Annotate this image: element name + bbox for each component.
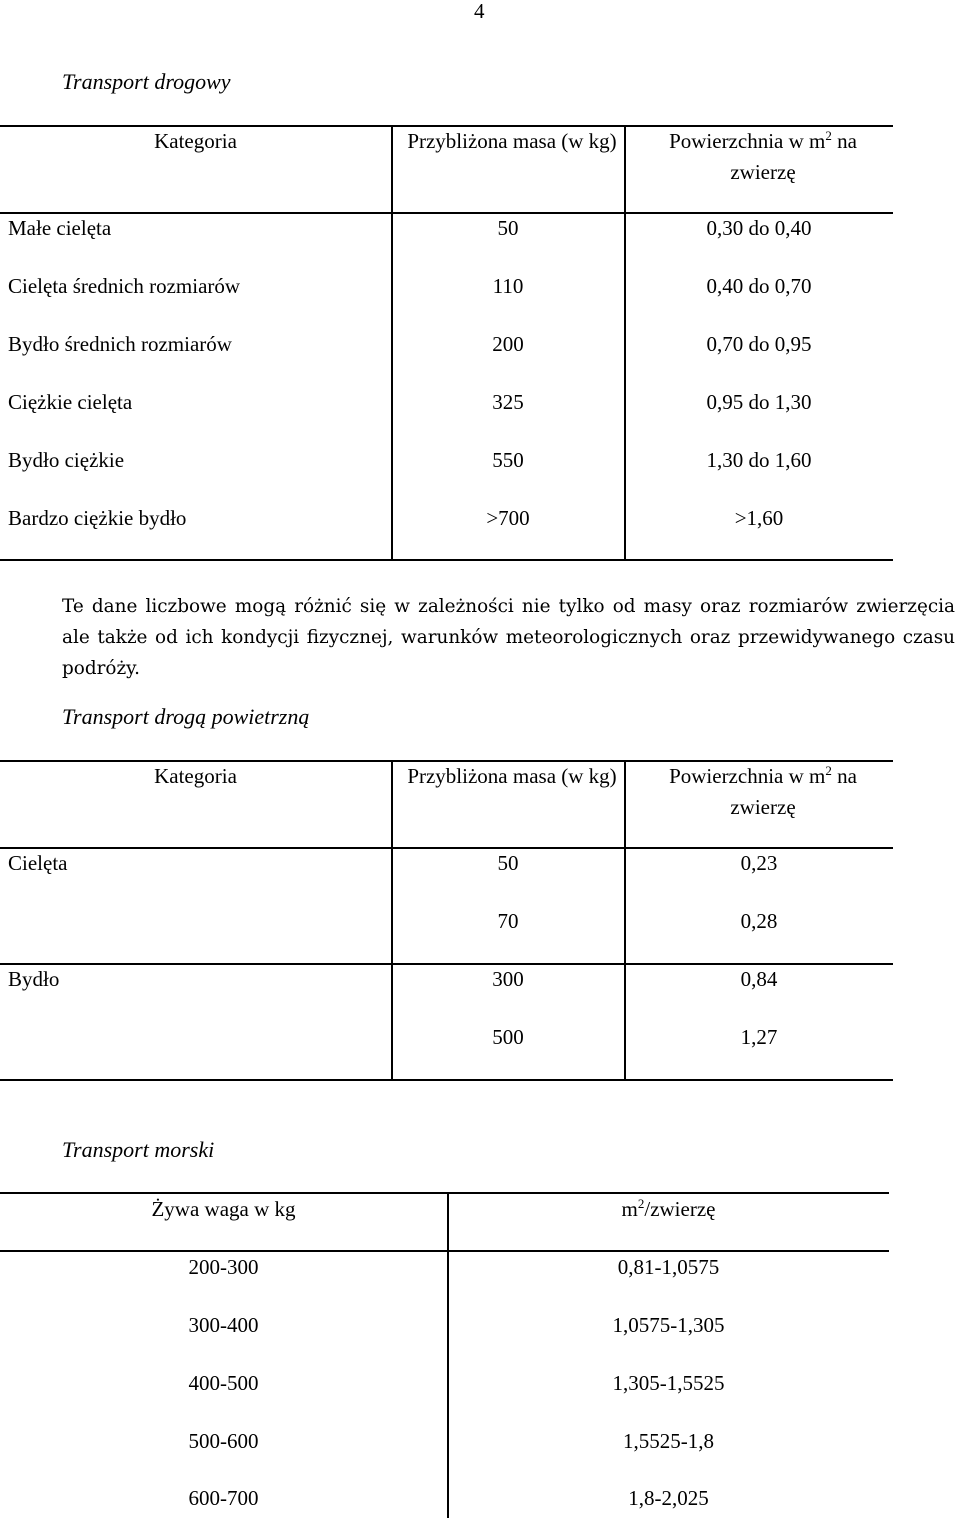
- road-header-category: Kategoria: [154, 129, 237, 153]
- road-header-area: Powierzchnia w $m^2$ na zwierzę: [669, 128, 857, 184]
- sea-table-divider: [447, 1192, 449, 1518]
- air-cell-area: 0,84: [740, 967, 778, 991]
- road-cell-area: 0,30 do 0,40: [706, 216, 812, 240]
- sea-cell-weight: 500-600: [188, 1429, 259, 1453]
- air-table-group-rule: [0, 963, 893, 965]
- road-cell-category: Bardzo ciężkie bydło: [8, 506, 187, 530]
- sea-cell-area: 1,0575-1,305: [612, 1313, 725, 1337]
- sea-cell-area: 1,305-1,5525: [612, 1371, 725, 1395]
- road-cell-category: Bydło średnich rozmiarów: [8, 332, 232, 356]
- road-cell-category: Bydło ciężkie: [8, 448, 125, 472]
- air-cell-mass: 50: [497, 851, 519, 875]
- road-cell-category: Ciężkie cielęta: [8, 390, 133, 414]
- air-cell-category: Cielęta: [8, 851, 68, 875]
- air-cell-mass: 500: [492, 1025, 524, 1049]
- sea-header-area: $m^2$/zwierzę: [621, 1196, 716, 1221]
- sea-header-weight: Żywa waga w kg: [151, 1197, 296, 1221]
- sea-cell-area: 1,8-2,025: [628, 1486, 709, 1510]
- road-header-mass: Przybliżona masa (w kg): [407, 129, 617, 153]
- sea-cell-weight: 200-300: [188, 1255, 259, 1279]
- sea-table-top-rule: [0, 1192, 889, 1194]
- road-cell-area: >1,60: [734, 506, 784, 530]
- road-cell-mass: 200: [492, 332, 524, 356]
- air-header-mass: Przybliżona masa (w kg): [407, 764, 617, 788]
- page-number: 4: [474, 0, 485, 23]
- road-cell-mass: >700: [486, 506, 530, 530]
- road-cell-category: Cielęta średnich rozmiarów: [8, 274, 241, 298]
- road-cell-mass: 50: [497, 216, 519, 240]
- road-cell-mass: 325: [492, 390, 524, 414]
- section-title-road: Transport drogowy: [62, 69, 231, 94]
- air-header-area: Powierzchnia w $m^2$ na zwierzę: [669, 763, 857, 819]
- air-table-header-rule: [0, 847, 893, 849]
- road-table-header-rule: [0, 212, 893, 214]
- road-cell-mass: 550: [492, 448, 524, 472]
- section-title-sea: Transport morski: [62, 1137, 215, 1162]
- road-table-bottom-rule: [0, 559, 893, 561]
- sea-cell-area: 0,81-1,0575: [617, 1255, 720, 1279]
- sea-table-header-rule: [0, 1250, 889, 1252]
- section-title-air: Transport drogą powietrzną: [62, 704, 310, 729]
- road-cell-area: 0,40 do 0,70: [706, 274, 812, 298]
- air-cell-category: Bydło: [8, 967, 60, 991]
- air-cell-mass: 300: [492, 967, 524, 991]
- air-cell-area: 0,28: [740, 909, 778, 933]
- sea-cell-weight: 600-700: [188, 1486, 259, 1510]
- air-header-category: Kategoria: [154, 764, 237, 788]
- road-cell-area: 0,95 do 1,30: [706, 390, 812, 414]
- air-cell-mass: 70: [497, 909, 519, 933]
- road-cell-mass: 110: [492, 274, 524, 298]
- air-cell-area: 1,27: [740, 1025, 778, 1049]
- road-cell-category: Małe cielęta: [8, 216, 112, 240]
- sea-cell-weight: 400-500: [188, 1371, 259, 1395]
- road-cell-area: 0,70 do 0,95: [706, 332, 812, 356]
- road-cell-area: 1,30 do 1,60: [706, 448, 812, 472]
- note-paragraph: Te dane liczbowe mogą różnić się w zależności nie tylko od masy oraz rozmiarów zwierzęcia ale także od ich kondycji fizycznej, warunków meteorologicznych oraz przewidywanego czasu podróży.: [62, 596, 955, 679]
- air-cell-area: 0,23: [740, 851, 778, 875]
- air-table-bottom-rule: [0, 1079, 893, 1081]
- sea-cell-weight: 300-400: [188, 1313, 259, 1337]
- sea-cell-area: 1,5525-1,8: [623, 1429, 714, 1453]
